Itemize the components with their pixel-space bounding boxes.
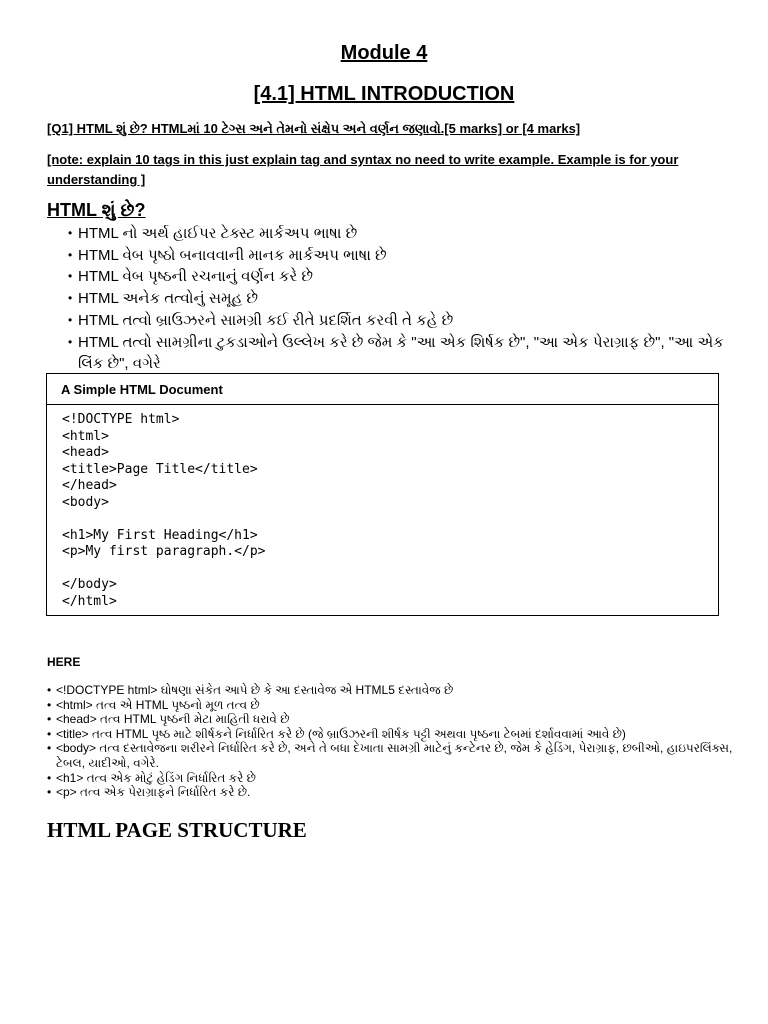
list-item: • <html> તત્વ એ HTML પૃષ્ઠનો મૂળ તત્વ છે — [47, 698, 737, 713]
here-label: HERE — [47, 655, 81, 669]
list-item: • <p> તત્વ એક પેરાગ્રાફને નિર્ધારિત કરે છે. — [47, 785, 737, 800]
list-item: • <title> તત્વ HTML પૃષ્ઠ માટે શીર્ષકને નિર્ધારિત કરે છે (જે બ્રાઉઝરની શીર્ષક પટ્ટી અથવા પૃષ્ઠના ટેબમાં દર્શાવવામાં આવે છે) — [47, 727, 737, 742]
list-item: • <body> તત્વ દસ્તાવેજના શરીરને નિર્ધારિત કરે છે, અને તે બધા દેખાતા સામગ્રી માટેનું કન્ટેનર છે, જેમ કે હેડિંગ, પેરાગ્રાફ, છબીઓ, હાઇપરલિંક્સ, ટેબલ, યાદીઓ, વગેરે. — [47, 741, 737, 770]
list-item: • HTML વેબ પૃષ્ઠો બનાવવાની માનક માર્કઅપ ભાષા છે — [68, 245, 728, 267]
list-item: • HTML અનેક તત્વોનું સમૂહ છે — [68, 288, 728, 310]
tag-explanation-list — [47, 683, 737, 800]
what-is-html-heading: HTML શું છે? — [47, 200, 146, 220]
simple-html-document-box — [46, 373, 719, 616]
section-title: [4.1] HTML INTRODUCTION — [253, 83, 515, 105]
question-text: [Q1] HTML શું છે? HTMLમાં 10 ટેગ્સ અને તેમનો સંક્ષેપ અને વર્ણન જણાવો.[5 marks] or [4 marks] — [47, 121, 581, 136]
page-structure-heading: HTML PAGE STRUCTURE — [47, 818, 307, 842]
code-block: <!DOCTYPE html> <html> <head> <title>Page Title</title> </head> <body> <h1>My First Heading</h1> <p>My first paragraph.</p> </body> </html> — [62, 412, 266, 609]
list-item: • <head> તત્વ HTML પૃષ્ઠની મેટા માહિતી ધરાવે છે — [47, 712, 737, 727]
list-item: • HTML તત્વો બ્રાઉઝરને સામગ્રી કઈ રીતે પ્રદર્શિત કરવી તે કહે છે — [68, 310, 728, 332]
list-item: • HTML તત્વો સામગ્રીના ટુકડાઓને ઉલ્લેખ કરે છે જેમ કે "આ એક શિર્ષક છે", "આ એક પેરાગ્રાફ છે", "આ એક લિંક છે", વગેરે — [68, 332, 728, 375]
list-item: • <!DOCTYPE html> ઘોષણા સંકેત આપે છે કે આ દસ્તાવેજ એ HTML5 દસ્તાવેજ છે — [47, 683, 737, 698]
list-item: • HTML વેબ પૃષ્ઠની રચનાનું વર્ણન કરે છે — [68, 266, 728, 288]
list-item: • <h1> તત્વ એક મોટું હેડિંગ નિર્ધારિત કરે છે — [47, 771, 737, 786]
list-item: • HTML નો અર્થ હાઈપર ટેક્સ્ટ માર્કઅપ ભાષા છે — [68, 223, 728, 245]
module-title: Module 4 — [340, 42, 428, 64]
what-is-html-list — [68, 223, 728, 375]
note-text: [note: explain 10 tags in this just explain tag and syntax no need to write example. Example is for your understanding ] — [47, 152, 679, 187]
code-box-title: A Simple HTML Document — [47, 374, 718, 405]
